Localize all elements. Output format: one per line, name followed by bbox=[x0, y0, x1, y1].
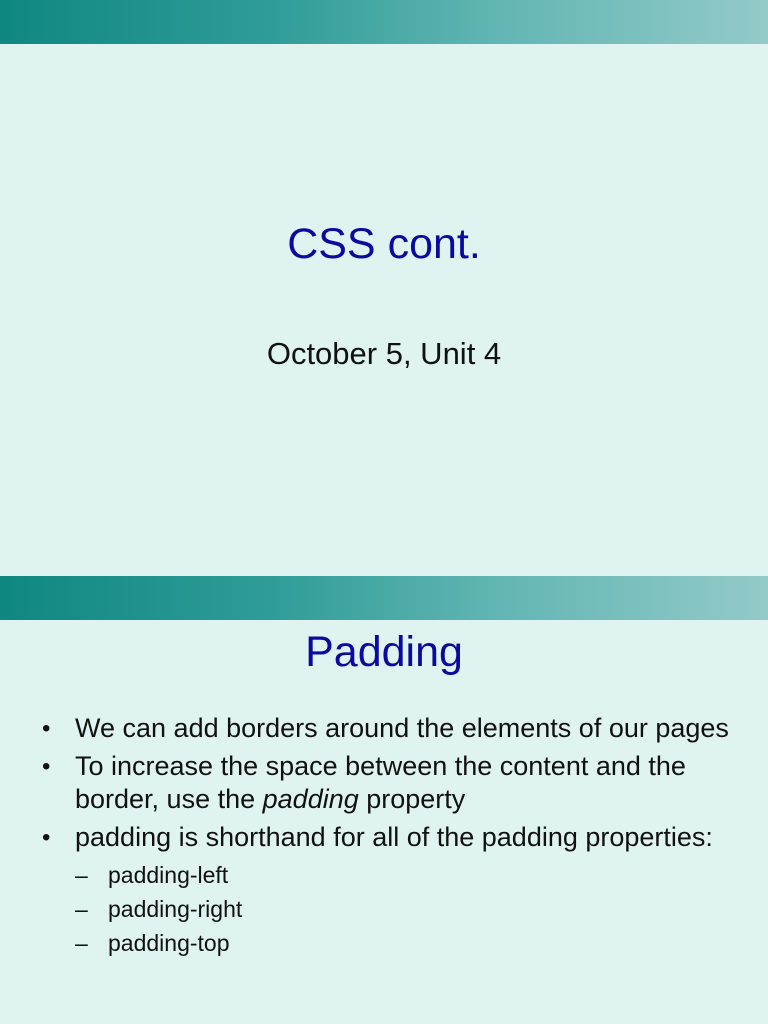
padding-properties-list bbox=[75, 858, 732, 960]
bullet-text: padding is shorthand for all of the padding properties: bbox=[75, 822, 713, 852]
sub-bullet-text: padding-top bbox=[108, 930, 230, 956]
padding-slide-banner bbox=[0, 576, 768, 620]
bullet-item-shorthand bbox=[42, 821, 732, 960]
sub-bullet-padding-left bbox=[75, 858, 732, 892]
sub-bullet-padding-top bbox=[75, 926, 732, 960]
bullet-text: We can add borders around the elements of our pages bbox=[75, 713, 729, 743]
bullet-text: To increase the space between the content and the border, use the bbox=[75, 751, 686, 814]
bullet-item-borders bbox=[42, 712, 732, 745]
dash-icon: – bbox=[75, 896, 88, 922]
emphasized-term: padding bbox=[262, 784, 359, 814]
dash-icon: – bbox=[75, 930, 88, 956]
title-slide-banner bbox=[0, 0, 768, 44]
bullet-text-end: property bbox=[358, 784, 466, 814]
padding-slide-title: Padding bbox=[305, 628, 463, 676]
bullet-item-padding-property bbox=[42, 750, 732, 816]
sub-bullet-padding-right bbox=[75, 892, 732, 926]
padding-slide bbox=[0, 576, 768, 1024]
padding-bullet-list bbox=[42, 712, 732, 965]
slide-subtitle: October 5, Unit 4 bbox=[266, 336, 502, 371]
sub-bullet-text: padding-left bbox=[108, 862, 229, 888]
bullet-icon: • bbox=[42, 824, 51, 851]
bullet-icon: • bbox=[42, 715, 51, 742]
dash-icon: – bbox=[75, 862, 88, 888]
slide-title: CSS cont. bbox=[287, 220, 481, 268]
bullet-icon: • bbox=[42, 753, 51, 780]
sub-bullet-text: padding-right bbox=[108, 896, 243, 922]
